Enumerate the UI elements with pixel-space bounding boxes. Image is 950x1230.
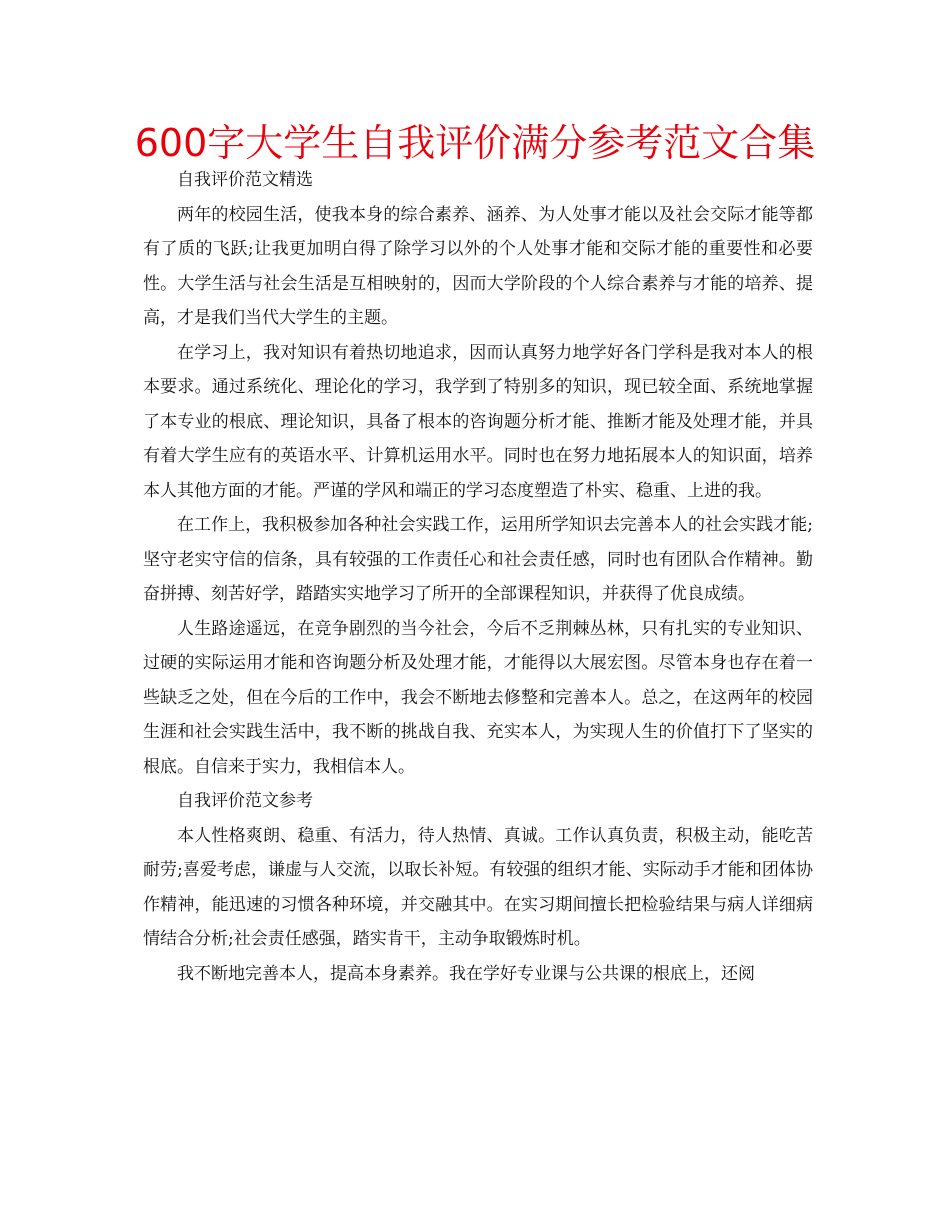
section-heading-2: 自我评价范文参考 xyxy=(177,791,313,811)
document-title: 600字大学生自我评价满分参考范文合集 xyxy=(134,121,816,165)
document-body xyxy=(143,163,813,991)
paragraph: 本人性格爽朗、稳重、有活力，待人热情、真诚。工作认真负责，积极主动，能吃苦耐劳;喜爱考虑，谦虚与人交流，以取长补短。有较强的组织才能、实际动手才能和团体协作精神，能迅速的习惯各种环境，并交融其中。在实习期间擅长把检验结果与病人详细病情结合分析;社会责任感强，踏实肯干，主动争取锻炼时机。 xyxy=(143,825,813,949)
paragraph: 两年的校园生活，使我本身的综合素养、涵养、为人处事才能以及社会交际才能等都有了质的飞跃;让我更加明白得了除学习以外的个人处事才能和交际才能的重要性和必要性。大学生活与社会生活是互相映射的，因而大学阶段的个人综合素养与才能的培养、提高，才是我们当代大学生的主题。 xyxy=(143,204,813,328)
paragraph: 我不断地完善本人，提高本身素养。我在学好专业课与公共课的根底上，还阅 xyxy=(177,963,755,984)
paragraph: 在学习上，我对知识有着热切地追求，因而认真努力地学好各门学科是我对本人的根本要求。通过系统化、理论化的学习，我学到了特别多的知识，现已较全面、系统地掌握了本专业的根底、理论知识，具备了根本的咨询题分析才能、推断才能及处理才能，并具有着大学生应有的英语水平、计算机运用水平。同时也在努力地拓展本人的知识面，培养本人其他方面的才能。严谨的学风和端正的学习态度塑造了朴实、稳重、上进的我。 xyxy=(143,342,813,501)
section-heading-1: 自我评价范文精选 xyxy=(177,170,313,190)
paragraph: 在工作上，我积极参加各种社会实践工作，运用所学知识去完善本人的社会实践才能;坚守老实守信的信条，具有较强的工作责任心和社会责任感，同时也有团队合作精神。勤奋拼搏、刻苦好学，踏踏实实地学习了所开的全部课程知识，并获得了优良成绩。 xyxy=(143,515,813,604)
paragraph: 人生路途遥远，在竞争剧烈的当今社会，今后不乏荆棘丛林，只有扎实的专业知识、过硬的实际运用才能和咨询题分析及处理才能，才能得以大展宏图。尽管本身也存在着一些缺乏之处，但在今后的工作中，我会不断地去修整和完善本人。总之，在这两年的校园生涯和社会实践生活中，我不断的挑战自我、充实本人，为实现人生的价值打下了坚实的根底。自信来于实力，我相信本人。 xyxy=(143,618,813,777)
